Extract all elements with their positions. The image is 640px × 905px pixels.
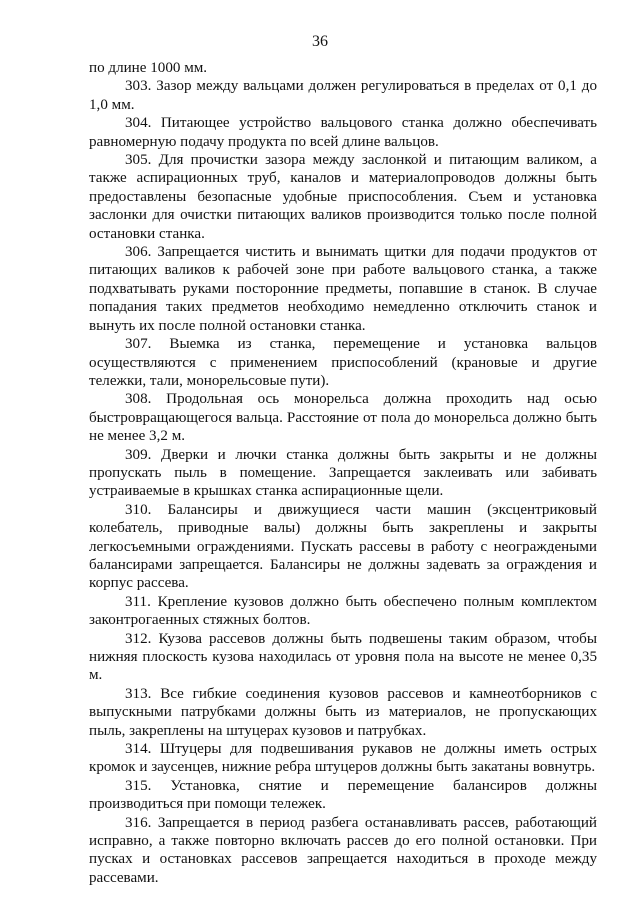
paragraph-308: 308. Продольная ось монорельса должна проходить над осью быстровращающегося вальца. Расстояние от пола до монорельса должно быть не менее 3,2 м. — [89, 391, 597, 445]
paragraph-311: 311. Крепление кузовов должно быть обеспечено полным комплектом законтрогаенных стяжных болтов. — [89, 593, 597, 629]
page-number: 36 — [312, 33, 328, 50]
paragraph-304: 304. Питающее устройство вальцового станка должно обеспечивать равномерную подачу продукта по всей длине вальцов. — [89, 115, 597, 150]
paragraph-310: 310. Балансиры и движущиеся части машин (эксцентриковый колебатель, приводные валы) должны быть закреплены и закрыты легкосъемными ограждениями. Пускать рассевы в работу с неограждеными балансирами запрещается. Балансиры не должны задевать за ограждения и корпус рассева. — [89, 501, 597, 592]
paragraph-306: 306. Запрещается чистить и вынимать щитки для подачи продуктов от питающих валиков к рабочей зоне при работе вальцового станка, а также подхватывать руками посторонние предметы, попавшие в станок. В случае попадания таких предметов необходимо немедленно отключить станок и вынуть их после полной остановки станка. — [89, 244, 597, 334]
paragraph-303: 303. Зазор между вальцами должен регулироваться в пределах от 0,1 до 1,0 мм. — [89, 78, 597, 113]
paragraph-309: 309. Дверки и лючки станка должны быть закрыты и не должны пропускать пыль в помещение. Запрещается заклеивать или забивать устраиваемые в крышках станка аспирационные щели. — [89, 446, 597, 500]
paragraph-307: 307. Выемка из станка, перемещение и установка вальцов осуществляются с применением приспособлений (крановые и другие тележки, тали, монорельсовые пути). — [89, 336, 597, 389]
paragraph-312: 312. Кузова рассевов должны быть подвешены таким образом, чтобы нижняя плоскость кузова находилась от уровня пола на высоте не менее 0,35 м. — [89, 630, 597, 684]
document-body — [89, 59, 597, 887]
paragraph-313: 313. Все гибкие соединения кузовов рассевов и камнеотборников с выпускными патрубками должны быть из материалов, не пропускающих пыль, закреплены на штуцерах кузовов и патрубках. — [89, 685, 597, 739]
paragraph-315: 315. Установка, снятие и перемещение балансиров должны производиться при помощи тележек. — [89, 777, 597, 813]
paragraph-316: 316. Запрещается в период разбега останавливать рассев, работающий исправно, а также повторно включать рассев до его полной остановки. При пусках и остановках рассевов запрещается находиться в проходе между рассевами. — [89, 814, 597, 886]
paragraph-continuation: по длине 1000 мм. — [89, 60, 208, 76]
paragraph-305: 305. Для прочистки зазора между заслонкой и питающим валиком, а также аспирационных труб, каналов и материалопроводов должны быть предоставлены безопасные удобные приспособления. Съем и установка заслонки для очистки питающих валиков производится только после полной остановки станка. — [89, 152, 597, 242]
paragraph-314: 314. Штуцеры для подвешивания рукавов не должны иметь острых кромок и заусенцев, нижние ребра штуцеров должны быть закатаны вовнутрь. — [89, 741, 597, 776]
